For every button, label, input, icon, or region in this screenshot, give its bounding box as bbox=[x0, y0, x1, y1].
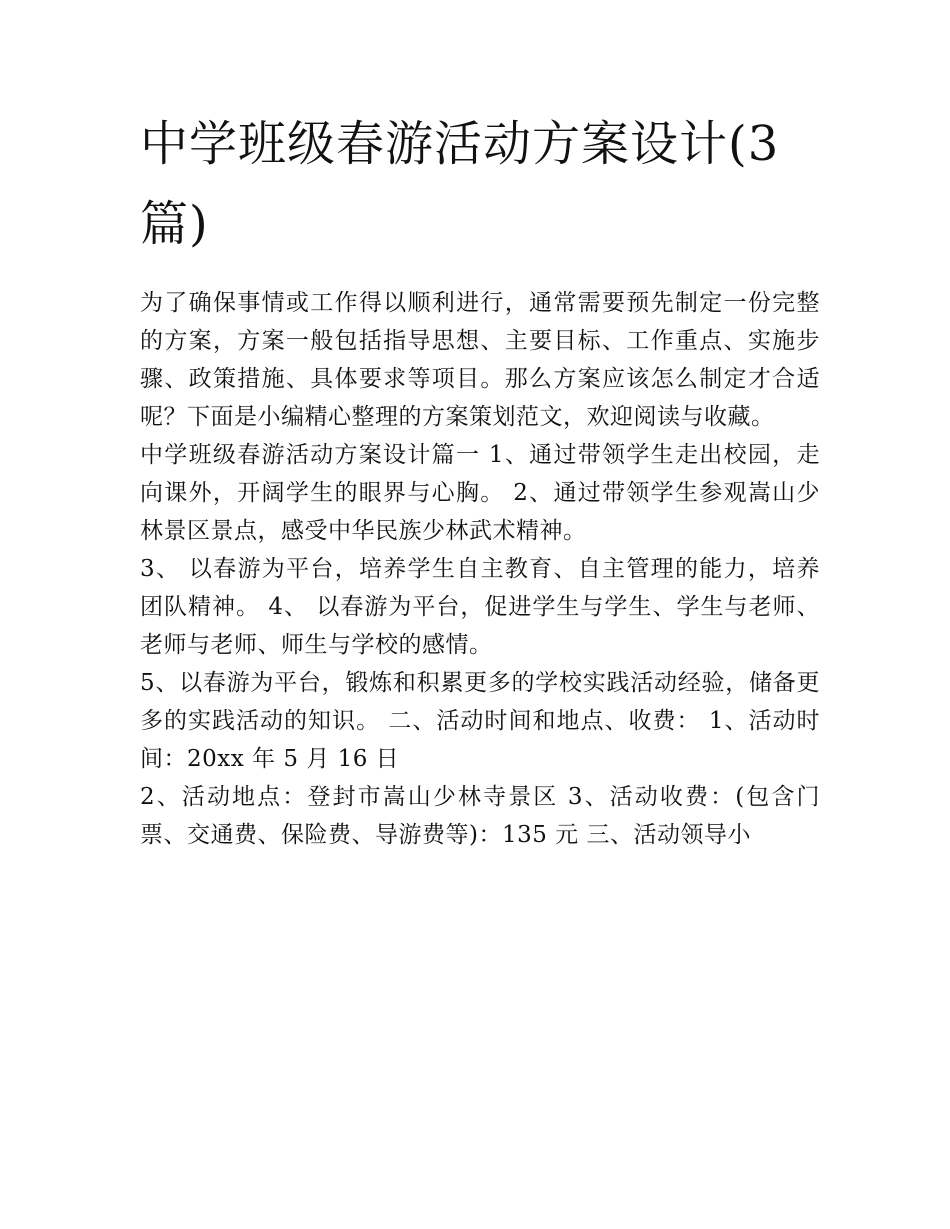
body-paragraph: 3、 以春游为平台，培养学生自主教育、自主管理的能力，培养团队精神。 4、 以春游为平台，促进学生与学生、学生与老师、老师与老师、师生与学校的感情。 bbox=[140, 556, 820, 658]
document-body bbox=[140, 104, 820, 854]
body-paragraph: 5、以春游为平台，锻炼和积累更多的学校实践活动经验，储备更多的实践活动的知识。 二、活动时间和地点、收费： 1、活动时间：20xx 年 5 月 16 日 bbox=[140, 670, 820, 772]
body-paragraph: 中学班级春游活动方案设计篇一 1、通过带领学生走出校园，走向课外，开阔学生的眼界与心胸。 2、通过带领学生参观嵩山少林景区景点，感受中华民族少林武术精神。 bbox=[140, 442, 820, 544]
intro-paragraph: 为了确保事情或工作得以顺利进行，通常需要预先制定一份完整的方案，方案一般包括指导思想、主要目标、工作重点、实施步骤、政策措施、具体要求等项目。那么方案应该怎么制定才合适呢？下面是小编精心整理的方案策划范文，欢迎阅读与收藏。 bbox=[140, 290, 820, 430]
body-paragraph: 2、活动地点：登封市嵩山少林寺景区 3、活动收费：(包含门票、交通费、保险费、导游费等)：135 元 三、活动领导小 bbox=[140, 784, 820, 848]
document-title: 中学班级春游活动方案设计(3篇) bbox=[140, 116, 780, 252]
